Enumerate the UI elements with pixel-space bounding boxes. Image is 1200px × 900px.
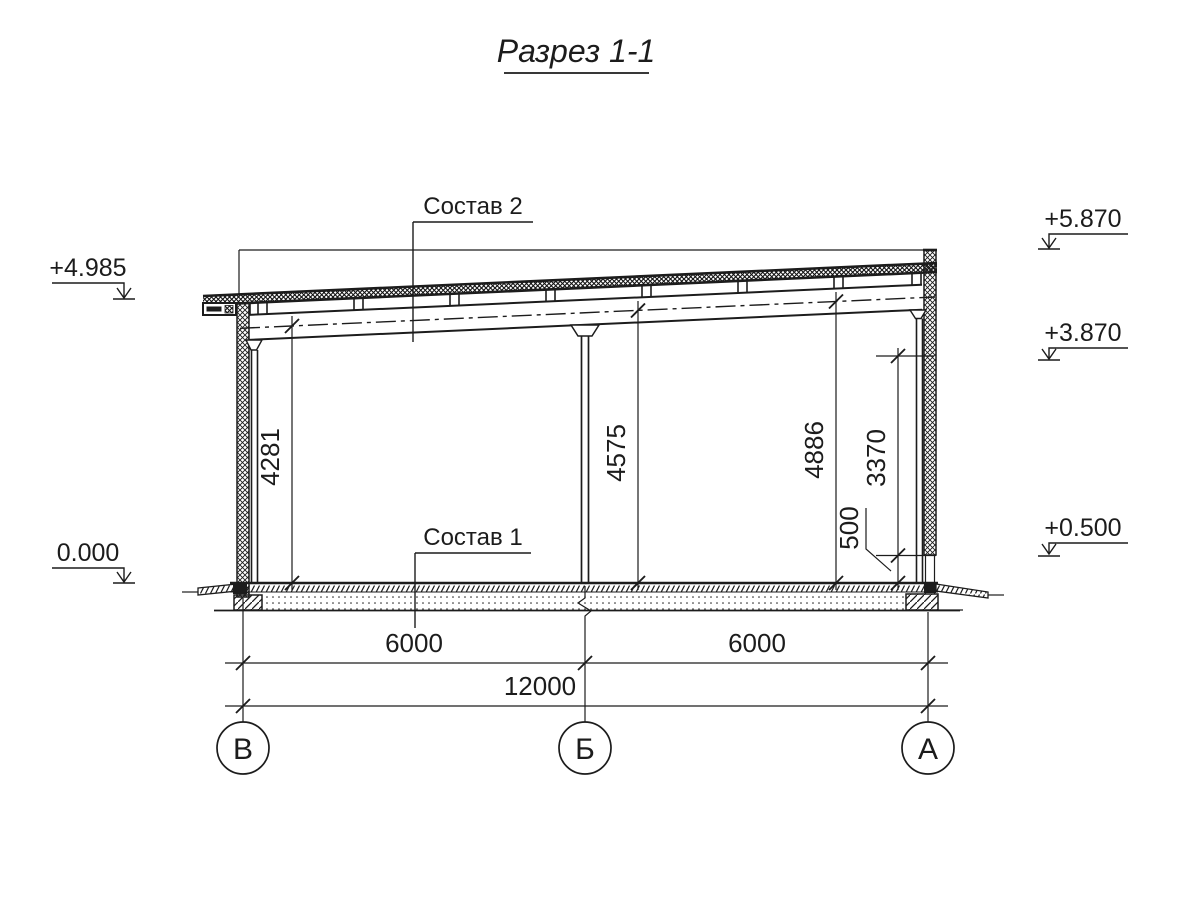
dim-value: 3370 <box>861 429 891 487</box>
dim-value: 500 <box>834 506 864 550</box>
dim-value: 4575 <box>601 424 631 482</box>
elevation-value: +4.985 <box>49 254 127 282</box>
page-title: Разрез 1-1 <box>496 33 656 69</box>
axis-label-a: А <box>917 733 939 766</box>
left-foundation-block <box>234 595 262 610</box>
right-foundation-block <box>906 594 938 610</box>
elevation-value: +0.500 <box>1044 514 1122 542</box>
axis-label-v: В <box>232 733 254 766</box>
dim-value: 4886 <box>799 421 829 479</box>
elevation-value: 0.000 <box>56 539 120 567</box>
dim-value: 4281 <box>255 428 285 486</box>
elevation-value: +3.870 <box>1044 319 1122 347</box>
dim-value: 12000 <box>503 671 577 701</box>
eave-channel <box>203 303 236 315</box>
dim-value: 6000 <box>385 628 443 658</box>
floor-composition-label: Состав 1 <box>423 524 523 551</box>
title-block <box>497 33 656 73</box>
right-wall-panel <box>924 250 936 555</box>
axis-label-b: Б <box>575 733 595 766</box>
roof-composition-label: Состав 2 <box>423 193 523 220</box>
dim-value: 6000 <box>728 628 786 658</box>
elevation-value: +5.870 <box>1044 205 1122 233</box>
left-wall-panel <box>237 303 249 597</box>
